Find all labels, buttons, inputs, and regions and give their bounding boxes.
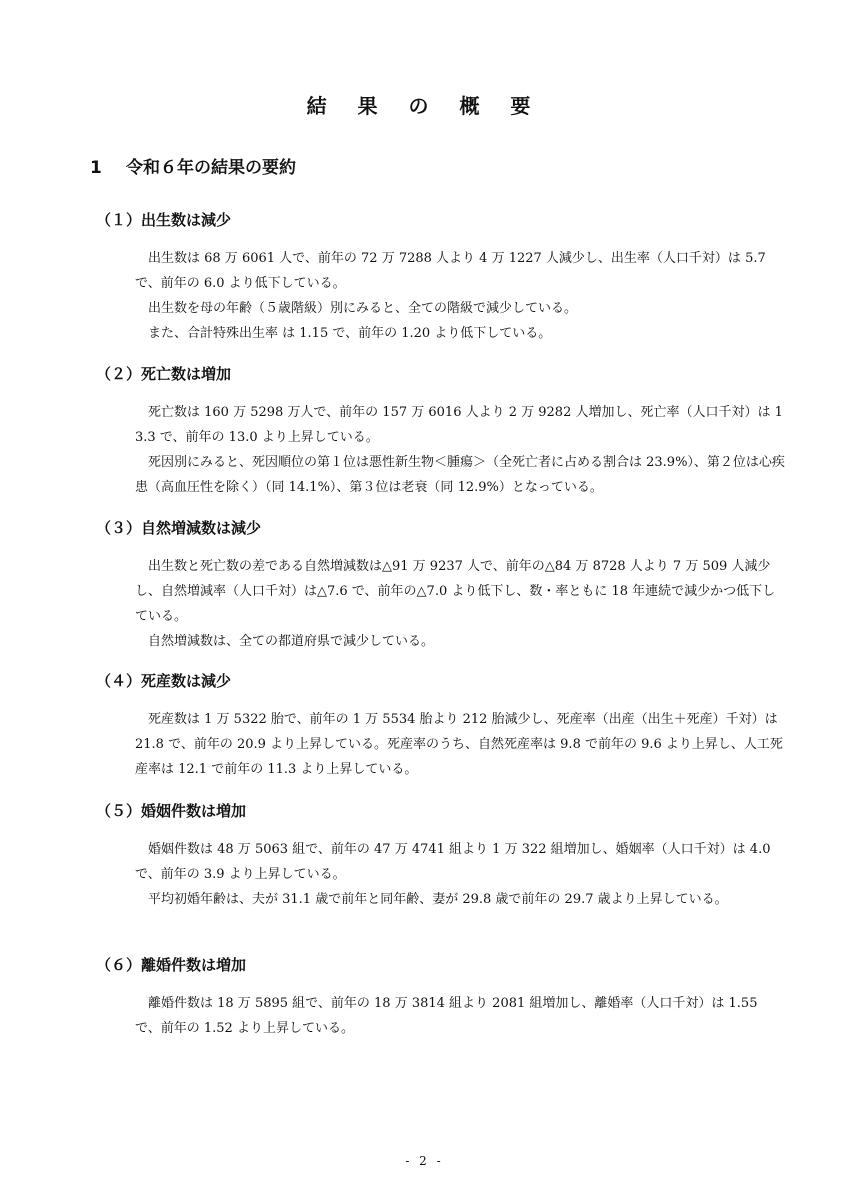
page-title: 結 果 の 概 要 <box>306 94 543 118</box>
paragraph: 自然増減数は、全ての都道府県で減少している。 <box>148 634 435 649</box>
section-heading: （５）婚姻件数は増加 <box>96 802 247 820</box>
paragraph: 離婚件数は 18 万 5895 組で、前年の 18 万 3814 組より 2081 組増加し、離婚率（人口千対）は 1.55 で、前年の 1.52 より上昇している。 <box>135 996 758 1036</box>
section-births <box>96 209 786 346</box>
section-marriages <box>96 800 786 912</box>
chapter-heading <box>90 153 296 178</box>
paragraph: 死産数は 1 万 5322 胎で、前年の 1 万 5534 胎より 212 胎減少し、死産率（出産（出生＋死産）千対）は 21.8 で、前年の 20.9 より上昇している。死産率のうち、自然死産率は 9.8 で前年の 9.6 より上昇し、人工死産率は 12.1 で前年の 11.3 より上昇している。 <box>135 712 783 777</box>
paragraph: 死因別にみると、死因順位の第１位は悪性新生物＜腫瘍＞（全死亡者に占める割合は 23.9%）、第２位は心疾患（高血圧性を除く）（同 14.1%）、第３位は老衰（同 12.9%）となっている。 <box>135 455 785 495</box>
paragraph: 死亡数は 160 万 5298 万人で、前年の 157 万 6016 人より 2 万 9282 人増加し、死亡率（人口千対）は 13.3 で、前年の 13.0 より上昇している。 <box>135 405 783 445</box>
paragraph: 出生数と死亡数の差である自然増減数は△91 万 9237 人で、前年の△84 万 8728 人より 7 万 509 人減少し、自然増減率（人口千対）は△7.6 で、前年の△7.0 より低下し、数・率ともに 18 年連続で減少かつ低下している。 <box>135 559 776 624</box>
paragraph: 平均初婚年齢は、夫が 31.1 歳で前年と同年齢、妻が 29.8 歳で前年の 29.7 歳より上昇している。 <box>148 892 728 907</box>
section-heading: （３）自然増減数は減少 <box>96 519 262 537</box>
section-heading: （１）出生数は減少 <box>96 211 232 229</box>
paragraph: 出生数を母の年齢（５歳階級）別にみると、全ての階級で減少している。 <box>148 301 578 316</box>
page-number: - 2 - <box>405 1154 444 1168</box>
section-divorces <box>96 954 786 1041</box>
section-heading: （６）離婚件数は増加 <box>96 956 247 974</box>
chapter-number: 1 <box>90 158 102 178</box>
section-stillbirths <box>96 670 786 782</box>
paragraph: また、合計特殊出生率 は 1.15 で、前年の 1.20 より低下している。 <box>148 326 552 341</box>
paragraph: 婚姻件数は 48 万 5063 組で、前年の 47 万 4741 組より 1 万 322 組増加し、婚姻率（人口千対）は 4.0 で、前年の 3.9 より上昇している。 <box>135 842 771 882</box>
section-natural-change <box>96 517 786 654</box>
section-deaths <box>96 363 786 500</box>
paragraph: 出生数は 68 万 6061 人で、前年の 72 万 7288 人より 4 万 1227 人減少し、出生率（人口千対）は 5.7 で、前年の 6.0 より低下している。 <box>135 251 766 291</box>
section-heading: （２）死亡数は増加 <box>96 365 232 383</box>
chapter-title: 令和６年の結果の要約 <box>126 158 296 178</box>
section-heading: （４）死産数は減少 <box>96 672 232 690</box>
